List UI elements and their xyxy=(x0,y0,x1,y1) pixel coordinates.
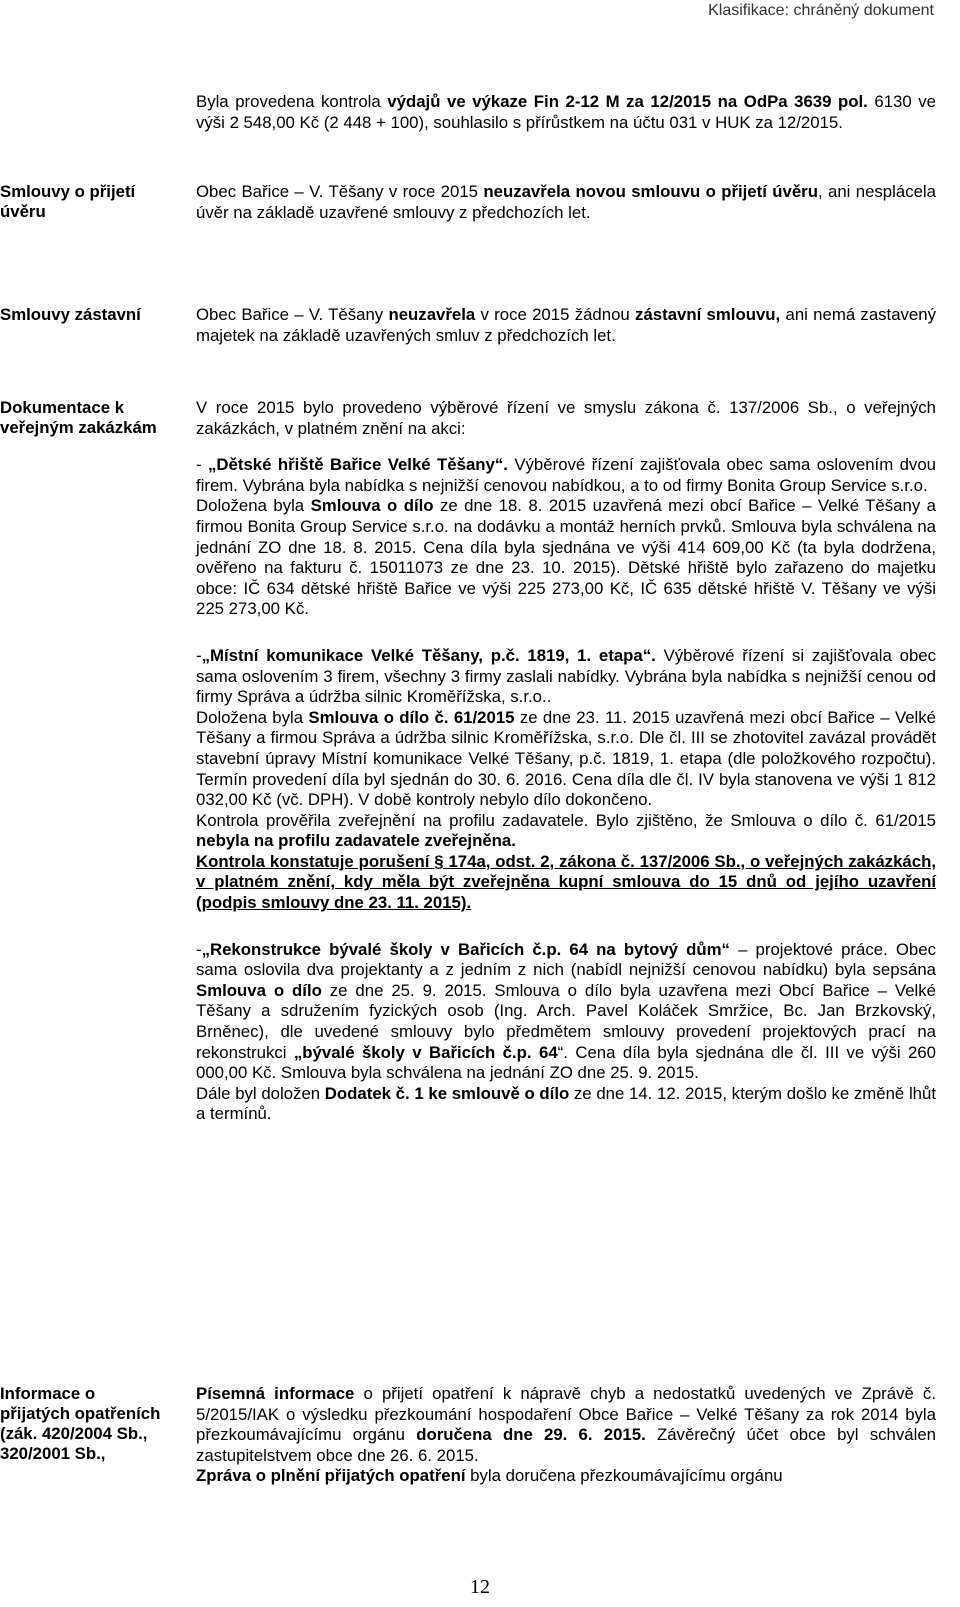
zakazka-skola: -„Rekonstrukce bývalé školy v Bařicích č.p. 64 na bytový dům“ – projektové práce. Obec sama oslovila dva projektanty a z jedním z nich (nabídl nejnižší cenovou nabídku) byla sepsána Smlouva o dílo ze dne 25. 9. 2015. Smlouva o dílo byla uzavřena mezi Obcí Bařice – Velké Těšany a sdružením fyzických osob (Ing. Arch. Pavel Koláček Smržice, Bc. Jan Brzkovský, Brněnec), dle uvedené smlouvy bylo předmětem smlouvy provedení projektových prací na rekonstrukci „bývalé školy v Bařicích č.p. 64“. Cena díla byla sjednána dle čl. III ve výši 260 000,00 Kč. Smlouva byla schválena na jednání ZO dne 25. 9. 2015. xyxy=(196,939,936,1083)
label-dokumentace-zakazky: Dokumentace k veřejným zakázkám xyxy=(0,398,157,437)
zakazka-hriste: - „Dětské hřiště Bařice Velké Těšany“. Výběrové řízení zajišťovala obec sama oslovením dvou firem. Vybrána byla nabídka s nejnižší cenovou nabídkou, a to od firmy Bonita Group Service s.r.o. xyxy=(196,455,936,495)
zakazka-hriste-smlouva: Doložena byla Smlouva o dílo ze dne 18. 8. 2015 uzavřená mezi obcí Bařice – Velké Těšany a firmou Bonita Group Service s.r.o. na dodávku a montáž herních prvků. Smlouva byla schválena na jednání ZO dne 18. 8. 2015. Cena díla byla sjednána ve výši 414 609,00 Kč (ta byla dodržena, ověřeno na fakturu č. 15011073 ze dne 23. 10. 2015). Dětské hřiště bylo zařazeno do majetku obce: IČ 634 dětské hřiště Bařice ve výši 225 273,00 Kč, IČ 635 dětské hřiště V. Těšany ve výši 225 273,00 Kč. xyxy=(196,496,936,619)
informace-zprava: Zpráva o plnění přijatých opatření byla doručena přezkoumávajícímu orgánu xyxy=(196,1466,783,1486)
zakazka-komunikace-smlouva: Doložena byla Smlouva o dílo č. 61/2015 ze dne 23. 11. 2015 uzavřená mezi obcí Bařice – Velké Těšany a firmou Správa a údržba silnic Kroměřížska, s.r.o. Dle čl. III se zhotovitel zavázal provádět stavební úpravy Místní komunikace Velké Těšany, p.č. 1819, 1. etapa (dle položkového rozpočtu). Termín provedení díla byl sjednán do 30. 6. 2016. Cena díla dle čl. IV byla stanovena ve výši 1 812 032,00 Kč (vč. DPH). V době kontroly nebylo dílo dokončeno. xyxy=(196,707,936,810)
informace-section xyxy=(196,1384,936,1487)
zastavni-paragraph: Obec Bařice – V. Těšany neuzavřela v roce 2015 žádnou zástavní smlouvu, ani nemá zastavený majetek na základě uzavřených smluv z předchozích let. xyxy=(196,305,936,345)
zakazky-section xyxy=(196,398,936,1125)
document-classification: Klasifikace: chráněný dokument xyxy=(708,2,934,19)
fin-paragraph: Byla provedena kontrola výdajů ve výkaze Fin 2-12 M za 12/2015 na OdPa 3639 pol. 6130 ve výši 2 548,00 Kč (2 448 + 100), souhlasilo s přírůstkem na účtu 031 v HUK za 12/2015. xyxy=(196,92,936,132)
label-informace-opatreni: Informace o přijatých opatřeních (zák. 420/2004 Sb., 320/2001 Sb., xyxy=(0,1384,161,1463)
label-smlouvy-uver: Smlouvy o přijetí úvěru xyxy=(0,182,136,221)
uver-section xyxy=(196,182,936,223)
informace-paragraph: Písemná informace o přijetí opatření k nápravě chyb a nedostatků uvedených ve Zprávě č. 5/2015/IAK o výsledku přezkoumání hospodaření Obce Bařice – Velké Těšany za rok 2014 byla přezkoumávajícímu orgánu doručena dne 29. 6. 2015. Závěrečný účet obce byl schválen zastupitelstvem obce dne 26. 6. 2015. xyxy=(196,1384,936,1465)
page-number: 12 xyxy=(470,1576,490,1598)
fin-section xyxy=(196,92,936,133)
zakazka-skola-dodatek: Dále byl doložen Dodatek č. 1 ke smlouvě o dílo ze dne 14. 12. 2015, kterým došlo ke změně lhůt a termínů. xyxy=(196,1083,936,1124)
zakazka-komunikace-kontrola: Kontrola prověřila zveřejnění na profilu zadavatele. Bylo zjištěno, že Smlouva o dílo č. 61/2015 nebyla na profilu zadavatele zveřejněna. xyxy=(196,810,936,851)
zakazka-komunikace-poruseni: Kontrola konstatuje porušení § 174a, odst. 2, zákona č. 137/2006 Sb., o veřejných zakázkách, v platném znění, kdy měla být zveřejněna kupní smlouva do 15 dnů od jejího uzavření (podpis smlouvy dne 23. 11. 2015). xyxy=(196,851,936,913)
zastavni-section xyxy=(196,305,936,346)
zakazka-komunikace: -„Místní komunikace Velké Těšany, p.č. 1819, 1. etapa“. Výběrové řízení si zajišťovala obec sama oslovením 3 firem, všechny 3 firmy zaslali nabídky. Vybrána byla nabídka s nejnižší cenou od firmy Správa a údržba silnic Kroměřížska, s.r.o.. xyxy=(196,645,937,707)
zakazky-intro: V roce 2015 bylo provedeno výběrové řízení ve smyslu zákona č. 137/2006 Sb., o veřejných zakázkách, v platném znění na akci: xyxy=(196,398,936,438)
label-smlouvy-zastavni: Smlouvy zástavní xyxy=(0,305,141,324)
uver-paragraph: Obec Bařice – V. Těšany v roce 2015 neuzavřela novou smlouvu o přijetí úvěru, ani nesplácela úvěr na základě uzavřené smlouvy z předchozích let. xyxy=(196,182,936,222)
